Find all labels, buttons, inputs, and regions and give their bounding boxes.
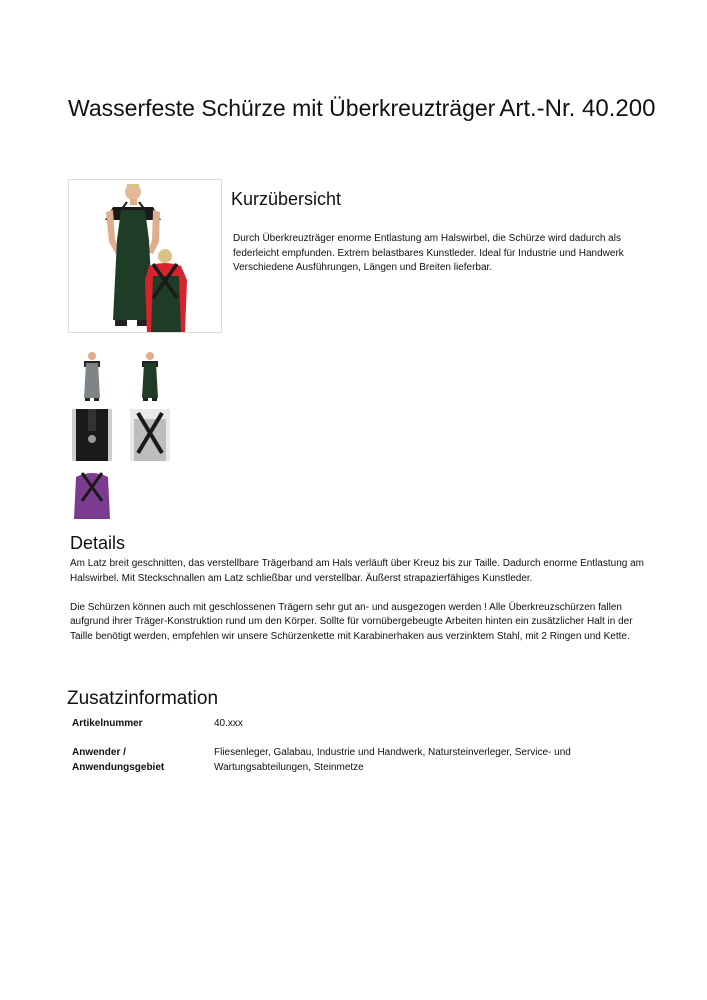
additional-info-heading: Zusatzinformation [67,688,219,709]
info-label-users: Anwender / Anwendungsgebiet [72,747,165,773]
thumbnail-green-apron-image [130,350,170,402]
thumbnail-grey-apron-image [72,350,112,402]
thumbnail-cross-straps[interactable] [130,409,170,461]
thumbnail-buckle-image [72,409,112,461]
info-value-users: Fliesenleger, Galabau, Industrie und Handwerk, Natursteinverleger, Service- und Wartungsabteilungen, Steinmetze [214,747,571,773]
main-product-image[interactable] [68,179,222,333]
page-title [68,95,655,123]
details-paragraph-2: Die Schürzen können auch mit geschlossenen Trägern sehr gut an- und ausgezogen werden ! Alle Überkreuzschürzen fallen aufgrund ihrer Träger-Konstruktion rund um den Körper. Sollte für vornübergebeugte Arbeiten hinten ein zusätzlicher Halt in der Taille benötigt werden, empfehlen wir unsere Schürzenkette mit Karabinerhaken aus verzinktem Stahl, mit 2 Ringen und Kette. [70,601,633,642]
thumbnail-purple-apron[interactable] [72,467,112,519]
overview-heading: Kurzübersicht [231,189,342,209]
product-title: Wasserfeste Schürze mit Überkreuzträger [68,95,496,121]
thumbnail-buckle-detail[interactable] [72,409,112,461]
details-heading: Details [70,533,126,553]
thumbnail-cross-straps-image [130,409,170,461]
details-paragraph-1: Am Latz breit geschnitten, das verstellbare Trägerband am Hals verläuft über Kreuz bis zur Taille. Dadurch enorme Entlastung am Halswirbel. Mit Steckschnallen am Latz schließbar und verstellbar. Äußerst strapazierfähiges Kunstleder. [70,558,644,584]
info-label-article-number: Artikelnummer [72,718,143,729]
apron-front-illustration [69,180,221,332]
info-value-article-number: 40.xxx [214,718,243,729]
overview-text: Durch Überkreuzträger enorme Entlastung am Halswirbel, die Schürze wird dadurch als federleicht empfunden. Extrem belastbares Kunstleder. Ideal für Industrie und Handwerk Verschiedene Ausführungen, Längen und Breiten lieferbar. [233,233,624,273]
thumbnail-grey-apron[interactable] [72,350,112,402]
thumbnail-green-apron[interactable] [130,350,170,402]
details-body [70,557,645,659]
article-number: Art.-Nr. 40.200 [499,95,656,122]
thumbnail-purple-apron-image [72,467,112,519]
